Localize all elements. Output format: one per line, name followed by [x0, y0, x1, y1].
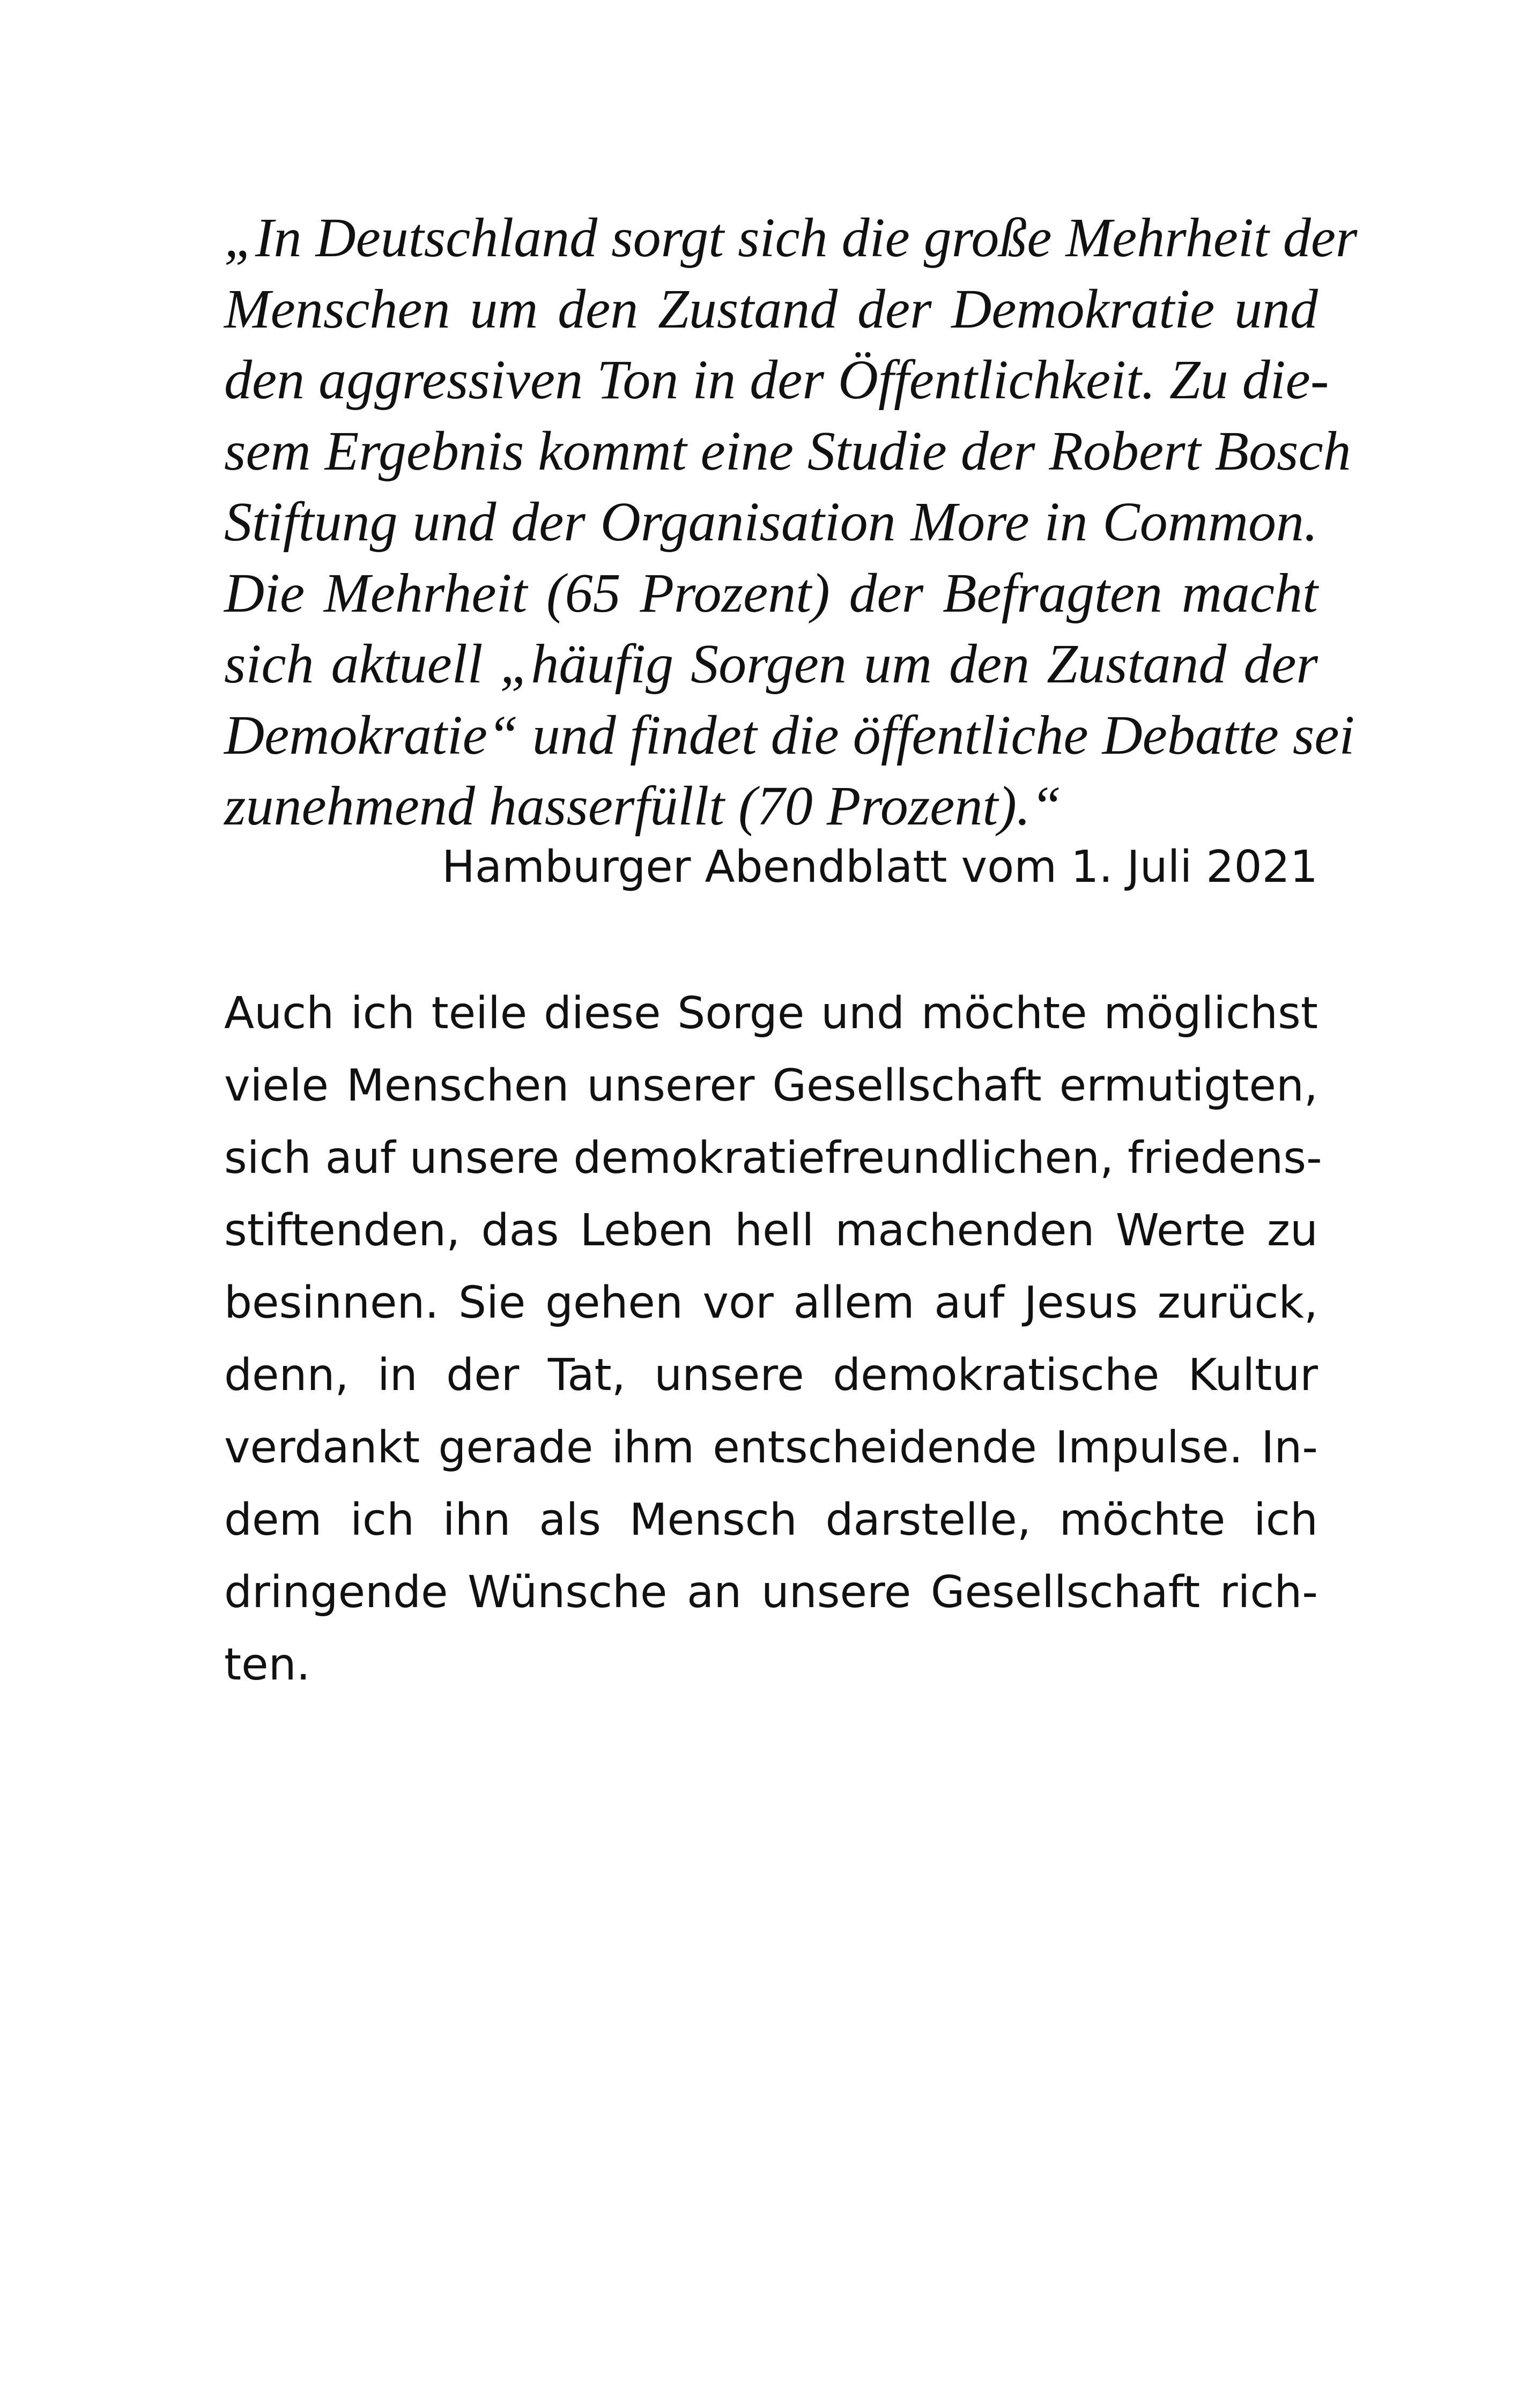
quote-line: Demokratie“ und findet die öffentliche Debatte sei	[224, 704, 1355, 766]
quote-line: Menschen um den Zustand der Demokratie und	[224, 278, 1318, 340]
epigraph-quote	[224, 203, 1358, 842]
paragraph-line: ten.	[224, 1639, 310, 1690]
paragraph-line: viele Menschen unserer Gesellschaft ermutigten,	[224, 1060, 1318, 1111]
quote-line: zunehmend hasserfüllt (70 Prozent).“	[224, 775, 1062, 837]
paragraph-line: dringende Wünsche an unsere Gesellschaft rich-	[224, 1567, 1318, 1618]
paragraph-line: dem ich ihn als Mensch darstelle, möchte ich	[224, 1495, 1318, 1545]
body-paragraph	[224, 977, 1322, 1701]
paragraph-line: besinnen. Sie gehen vor allem auf Jesus zurück,	[224, 1277, 1318, 1328]
quote-line: sem Ergebnis kommt eine Studie der Robert Bosch	[224, 420, 1351, 482]
paragraph-line: stiftenden, das Leben hell machenden Werte zu	[224, 1205, 1318, 1256]
paragraph-line: Auch ich teile diese Sorge und möchte möglichst	[224, 988, 1318, 1039]
paragraph-line: denn, in der Tat, unsere demokratische Kultur	[224, 1350, 1318, 1401]
quote-line: Stiftung und der Organisation More in Common.	[224, 491, 1318, 553]
quote-source: Hamburger Abendblatt vom 1. Juli 2021	[442, 842, 1318, 893]
paragraph-line: verdankt gerade ihm entscheidende Impulse. In-	[224, 1422, 1318, 1473]
quote-line: den aggressiven Ton in der Öffentlichkeit. Zu die-	[224, 349, 1329, 411]
paragraph-line: sich auf unsere demokratiefreundlichen, friedens-	[224, 1133, 1322, 1184]
quote-line: „In Deutschland sorgt sich die große Mehrheit der	[224, 207, 1358, 269]
quote-line: Die Mehrheit (65 Prozent) der Befragten macht	[224, 562, 1318, 624]
quote-line: sich aktuell „häufig Sorgen um den Zustand der	[224, 633, 1318, 695]
